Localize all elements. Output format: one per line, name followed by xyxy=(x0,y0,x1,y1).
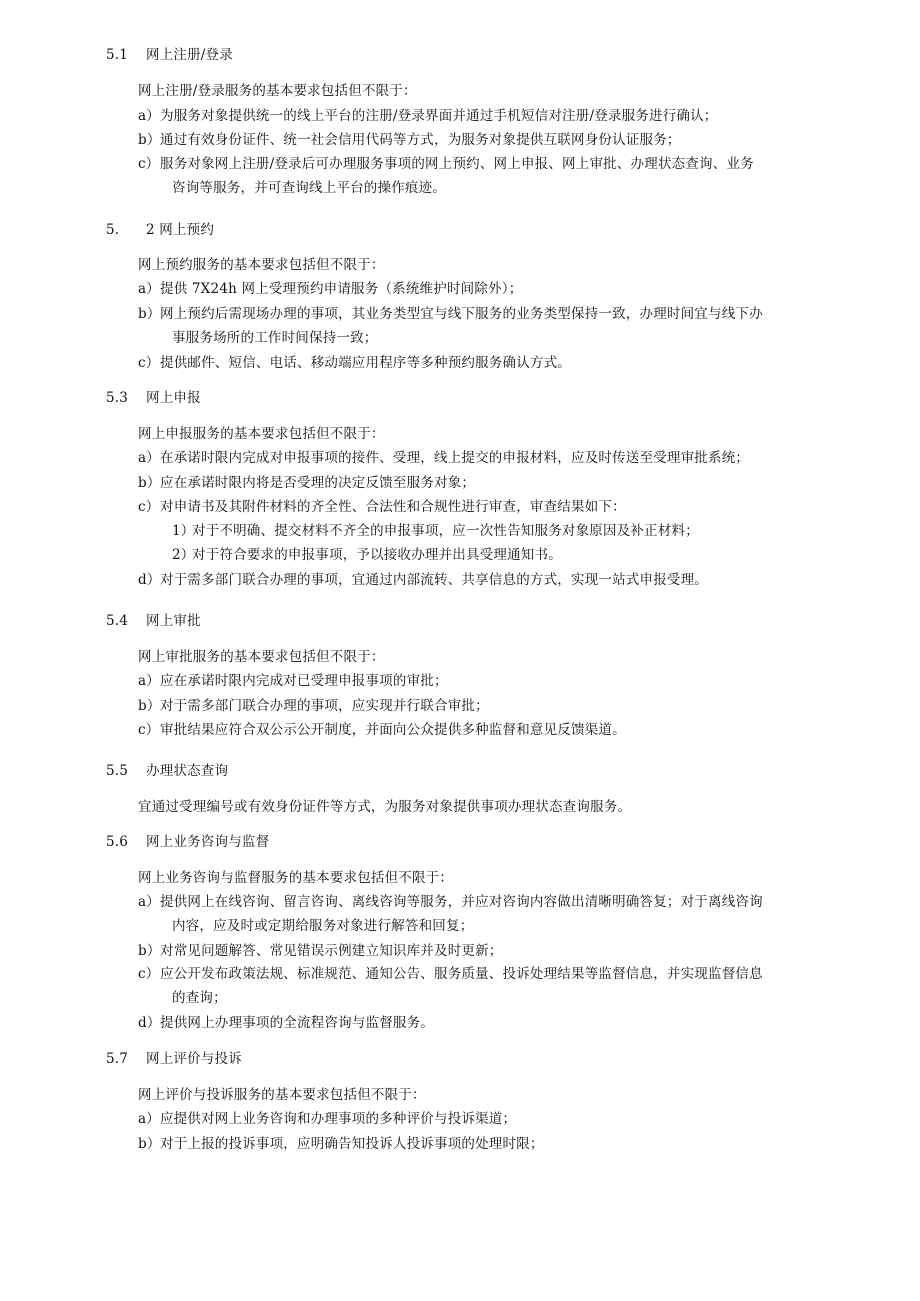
list-item-text: 为服务对象提供统一的线上平台的注册/登录界面并通过手机短信对注册/登录服务进行确认； xyxy=(160,108,718,124)
section-intro: 网上审批服务的基本要求包括但不限于： xyxy=(138,649,385,665)
list-item-label: b） xyxy=(138,943,161,959)
list-item-label: d） xyxy=(138,572,161,588)
section-number: 5.3 xyxy=(106,390,129,406)
list-item-text: 通过有效身份证件、统一社会信用代码等方式，为服务对象提供互联网身份认证服务； xyxy=(160,132,681,148)
section-number: 5.1 xyxy=(106,47,129,63)
section-title: 办理状态查询 xyxy=(146,763,229,779)
list-item-text: 应公开发布政策法规、标准规范、通知公告、服务质量、投诉处理结果等监督信息，并实现监督信息 xyxy=(160,966,763,982)
list-item-label: b） xyxy=(138,698,161,714)
section-intro: 网上业务咨询与监督服务的基本要求包括但不限于： xyxy=(138,870,454,886)
section-number: 5.6 xyxy=(106,834,129,850)
section-title: 网上申报 xyxy=(146,390,201,406)
section-intro: 网上申报服务的基本要求包括但不限于： xyxy=(138,426,385,442)
list-item-label: b） xyxy=(138,475,161,491)
list-item-text: 应在承诺时限内将是否受理的决定反馈至服务对象； xyxy=(160,475,476,491)
list-item-text: 对于上报的投诉事项，应明确告知投诉人投诉事项的处理时限； xyxy=(160,1136,544,1152)
list-item-text: 对常见问题解答、常见错误示例建立知识库并及时更新； xyxy=(160,943,503,959)
section-title: 网上审批 xyxy=(146,613,201,629)
section-title: 网上评价与投诉 xyxy=(146,1051,242,1067)
section-title: 2 网上预约 xyxy=(146,222,215,238)
list-item-text: 事服务场所的工作时间保持一致； xyxy=(172,330,378,346)
section-intro: 网上注册/登录服务的基本要求包括但不限于： xyxy=(138,83,417,99)
sub-item-label: 2） xyxy=(172,547,195,563)
list-item-label: a） xyxy=(138,673,160,689)
list-item-text: 内容，应及时或定期给服务对象进行解答和回复； xyxy=(172,918,474,934)
sub-item-label: 1） xyxy=(172,523,195,539)
list-item-text: 服务对象网上注册/登录后可办理服务事项的网上预约、网上申报、网上审批、办理状态查询、业务 xyxy=(160,156,754,172)
list-item-text: 的查询； xyxy=(172,990,227,1006)
list-item-text: 咨询等服务，并可查询线上平台的操作痕迹。 xyxy=(172,180,446,196)
list-item-label: b） xyxy=(138,306,161,322)
list-item-text: 应提供对网上业务咨询和办理事项的多种评价与投诉渠道； xyxy=(160,1111,517,1127)
section-number: 5.4 xyxy=(106,613,129,629)
list-item-text: 审批结果应符合双公示公开制度，并面向公众提供多种监督和意见反馈渠道。 xyxy=(160,722,626,738)
section-title: 网上业务咨询与监督 xyxy=(146,834,270,850)
section-number: 5. xyxy=(106,222,120,238)
list-item-label: c） xyxy=(138,156,160,172)
list-item-text: 在承诺时限内完成对申报事项的接件、受理，线上提交的申报材料，应及时传送至受理审批系统； xyxy=(160,450,750,466)
list-item-label: a） xyxy=(138,108,160,124)
list-item-label: c） xyxy=(138,966,160,982)
section-intro: 网上预约服务的基本要求包括但不限于： xyxy=(138,257,385,273)
list-item-label: b） xyxy=(138,132,161,148)
list-item-label: a） xyxy=(138,450,160,466)
list-item-text: 网上预约后需现场办理的事项，其业务类型宜与线下服务的业务类型保持一致，办理时间宜与线下办 xyxy=(160,306,763,322)
list-item-text: 提供网上办理事项的全流程咨询与监督服务。 xyxy=(160,1015,434,1031)
list-item-text: 提供网上在线咨询、留言咨询、离线咨询等服务，并应对咨询内容做出清晰明确答复；对于离线咨询 xyxy=(160,894,763,910)
list-item-label: c） xyxy=(138,355,160,371)
sub-item-text: 对于符合要求的申报事项，予以接收办理并出具受理通知书。 xyxy=(192,547,562,563)
list-item-text: 对于需多部门联合办理的事项，应实现并行联合审批； xyxy=(160,698,489,714)
list-item-label: a） xyxy=(138,1111,160,1127)
list-item-label: c） xyxy=(138,499,160,515)
section-title: 网上注册/登录 xyxy=(146,47,233,63)
list-item-label: a） xyxy=(138,894,160,910)
section-intro: 宜通过受理编号或有效身份证件等方式，为服务对象提供事项办理状态查询服务。 xyxy=(138,799,632,815)
list-item-text: 提供 7X24h 网上受理预约申请服务（系统维护时间除外）； xyxy=(160,281,523,297)
list-item-label: a） xyxy=(138,281,160,297)
list-item-text: 提供邮件、短信、电话、移动端应用程序等多种预约服务确认方式。 xyxy=(160,355,571,371)
section-intro: 网上评价与投诉服务的基本要求包括但不限于： xyxy=(138,1087,426,1103)
list-item-text: 应在承诺时限内完成对已受理申报事项的审批； xyxy=(160,673,448,689)
list-item-text: 对于需多部门联合办理的事项，宜通过内部流转、共享信息的方式，实现一站式申报受理。 xyxy=(160,572,708,588)
list-item-label: d） xyxy=(138,1015,161,1031)
section-number: 5.5 xyxy=(106,763,129,779)
list-item-text: 对申请书及其附件材料的齐全性、合法性和合规性进行审查，审查结果如下： xyxy=(160,499,626,515)
list-item-label: b） xyxy=(138,1136,161,1152)
list-item-label: c） xyxy=(138,722,160,738)
sub-item-text: 对于不明确、提交材料不齐全的申报事项，应一次性告知服务对象原因及补正材料； xyxy=(192,523,699,539)
section-number: 5.7 xyxy=(106,1051,129,1067)
